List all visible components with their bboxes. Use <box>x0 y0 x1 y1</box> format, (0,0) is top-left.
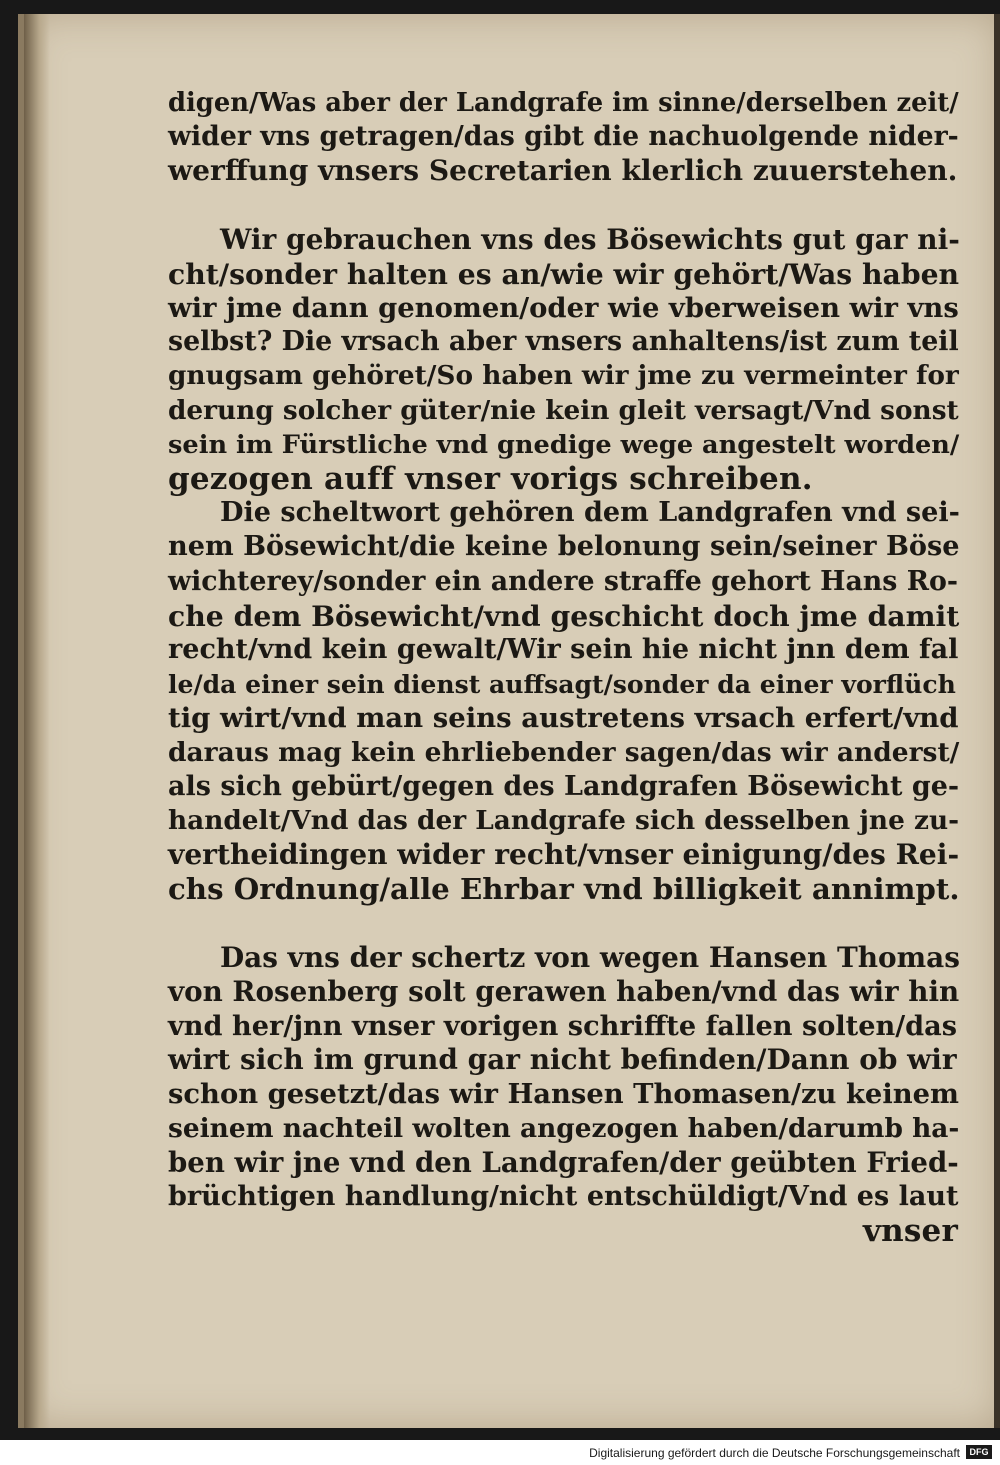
text-line: nem Bösewicht/die keine belonung sein/seiner Böse <box>168 531 960 563</box>
text-line: brüchtigen handlung/nicht entschüldigt/Vnd es laut <box>168 1181 959 1213</box>
text-line: recht/vnd kein gewalt/Wir sein hie nicht jnn dem fal <box>168 634 959 666</box>
book-page <box>18 14 1000 1428</box>
text-line: gnugsam gehöret/So haben wir jme zu vermeinter for <box>168 360 959 392</box>
funding-note: Digitalisierung gefördert durch die Deutsche Forschungsgemeinschaft <box>589 1446 960 1460</box>
text-line: handelt/Vnd das der Landgrafe sich desselben jne zu- <box>168 805 960 837</box>
text-line: cht/sonder halten es an/wie wir gehört/Was haben <box>168 256 960 291</box>
page-edge <box>994 14 1000 1428</box>
text-line: werffung vnsers Secretarien klerlich zuuerstehen. <box>168 154 958 188</box>
paragraph-4 <box>168 941 968 1215</box>
dfg-logo-icon: DFG <box>966 1445 992 1459</box>
body-text <box>168 86 968 1249</box>
page-gutter <box>24 14 50 1428</box>
text-line: vnd her/jnn vnser vorigen schriffte fallen solten/das <box>168 1010 958 1043</box>
text-line: schon gesetzt/das wir Hansen Thomasen/zu keinem <box>168 1078 959 1111</box>
text-line: wichterey/sonder ein andere straffe gehort Hans Ro- <box>168 565 958 597</box>
text-line: tig wirt/vnd man seins austretens vrsach erfert/vnd <box>168 702 959 735</box>
text-line: digen/Was aber der Landgrafe im sinne/derselben zeit/ <box>168 88 959 118</box>
text-line: von Rosenberg solt gerawen haben/vnd das wir hin <box>168 974 960 1008</box>
text-line: wirt sich im grund gar nicht befinden/Dann ob wir <box>168 1043 957 1077</box>
paragraph-gap <box>168 907 968 941</box>
text-line: chs Ordnung/alle Ehrbar vnd billigkeit annimpt. <box>168 872 960 907</box>
text-line: le/da einer sein dienst auffsagt/sonder da einer vorflüch <box>168 669 956 700</box>
text-line: Die scheltwort gehören dem Landgrafen vnd sei- <box>220 497 960 529</box>
text-line: gezogen auff vnser vorigs schreiben. <box>168 461 813 498</box>
text-line: che dem Bösewicht/vnd geschicht doch jme damit <box>168 598 960 633</box>
paragraph-1 <box>168 86 968 189</box>
text-line: daraus mag kein ehrliebender sagen/das wir anderst/ <box>168 736 960 768</box>
text-line: sein im Fürstliche vnd gnedige wege angestelt worden/ <box>168 429 960 460</box>
text-line: vertheidingen wider recht/vnser einigung/des Rei- <box>168 838 960 872</box>
text-line: ben wir jne vnd den Landgrafen/der geübten Fried- <box>168 1145 959 1179</box>
digitization-footer <box>0 1440 1000 1465</box>
paragraph-3 <box>168 496 968 906</box>
text-line: wir jme dann genomen/oder wie vberweisen wir vns <box>168 292 959 325</box>
paragraph-gap <box>168 189 968 223</box>
text-line: Das vns der schertz von wegen Hansen Thomas <box>220 940 960 974</box>
paragraph-2 <box>168 223 968 497</box>
text-line: als sich gebürt/gegen des Landgrafen Bösewicht ge- <box>168 770 960 802</box>
catchword: vnser <box>862 1213 958 1250</box>
text-line: selbst? Die vrsach aber vnsers anhaltens/ist zum teil <box>168 326 959 358</box>
text-line: wider vns getragen/das gibt die nachuolgende nider- <box>168 121 959 153</box>
text-line: Wir gebrauchen vns des Bösewichts gut gar ni- <box>220 222 960 256</box>
text-line: seinem nachteil wolten angezogen haben/darumb ha- <box>168 1112 960 1144</box>
text-line: derung solcher güter/nie kein gleit versagt/Vnd sonst <box>168 394 959 426</box>
